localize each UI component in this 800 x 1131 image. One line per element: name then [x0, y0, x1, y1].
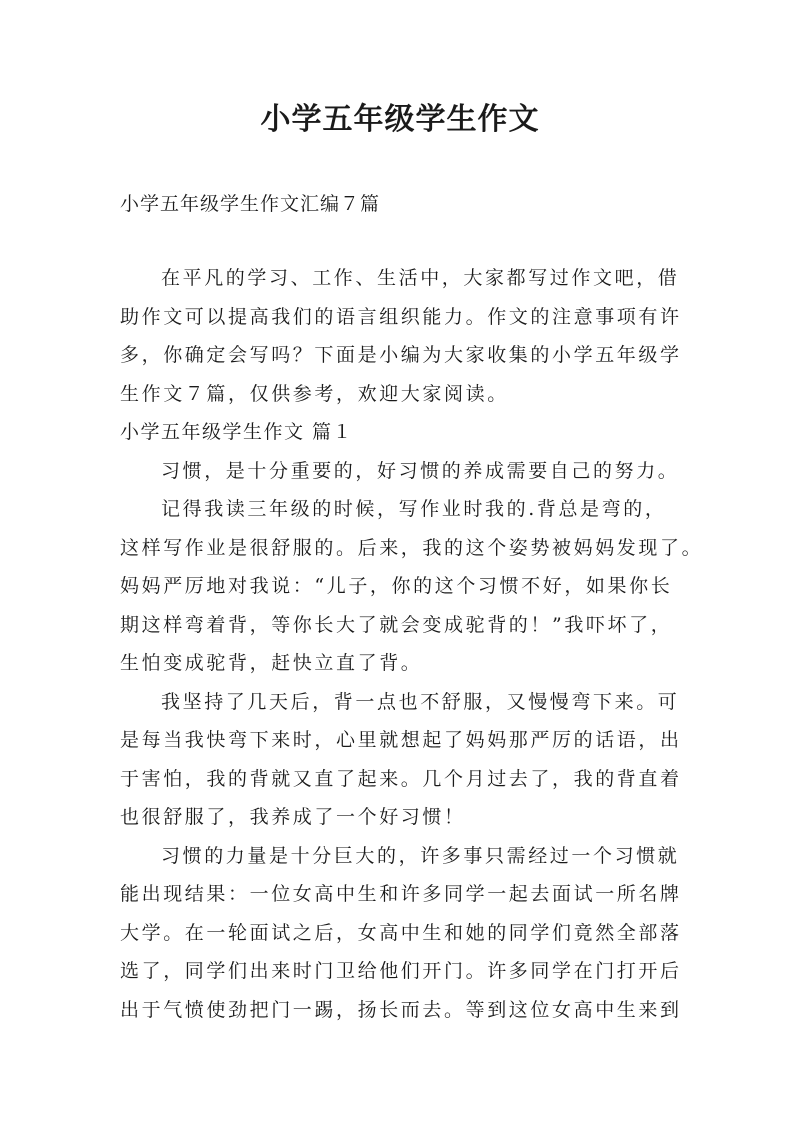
- essay-heading: 小学五年级学生作文 篇１: [120, 421, 354, 443]
- paragraph-line: 习惯的力量是十分巨大的，许多事只需经过一个习惯就: [161, 844, 680, 867]
- paragraph-line: 也很舒服了，我养成了一个好习惯！: [120, 806, 466, 828]
- paragraph-line: 生作文７篇，仅供参考，欢迎大家阅读。: [120, 382, 509, 405]
- paragraph-line: 助作文可以提高我们的语言组织能力。作文的注意事项有许: [120, 305, 682, 328]
- paragraph-line: 大学。在一轮面试之后，女高中生和她的同学们竟然全部落: [120, 921, 682, 944]
- paragraph-line: 在平凡的学习、工作、生活中，大家都写过作文吧，借: [161, 267, 680, 289]
- paragraph-line: 这样写作业是很舒服的。后来，我的这个姿势被妈妈发现了。: [120, 536, 704, 559]
- paragraph-line: 多，你确定会写吗？下面是小编为大家收集的小学五年级学: [120, 344, 682, 366]
- paragraph-line: 是每当我快弯下来时，心里就想起了妈妈那严厉的话语，出: [120, 729, 682, 751]
- paragraph-line: 能出现结果：一位女高中生和许多同学一起去面试一所名牌: [120, 883, 682, 905]
- paragraph-line: 出于气愤使劲把门一踢，扬长而去。等到这位女高中生来到: [120, 998, 682, 1021]
- paragraph-line: 期这样弯着背，等你长大了就会变成驼背的！”我吓坏了，: [120, 613, 673, 636]
- intro-paragraph: [120, 259, 690, 413]
- document-subtitle: 小学五年级学生作文汇编７篇: [120, 193, 381, 215]
- paragraph-line: 记得我读三年级的时候，写作业时我的.背总是弯的，: [161, 498, 667, 520]
- paragraph-line: 于害怕，我的背就又直了起来。几个月过去了，我的背直着: [120, 767, 682, 790]
- paragraph-line: 妈妈严厉地对我说：“儿子，你的这个习惯不好，如果你长: [120, 575, 673, 597]
- paragraph-line: 生怕变成驼背，赶快立直了背。: [120, 652, 423, 674]
- paragraph-line: 我坚持了几天后，背一点也不舒服，又慢慢弯下来。可: [161, 690, 680, 713]
- document-title: 小学五年级学生作文: [260, 102, 540, 137]
- essay-section: [120, 413, 704, 1029]
- paragraph-line: 选了，同学们出来时门卫给他们开门。许多同学在门打开后: [120, 960, 682, 982]
- paragraph-line: 习惯，是十分重要的，好习惯的养成需要自己的努力。: [161, 459, 680, 482]
